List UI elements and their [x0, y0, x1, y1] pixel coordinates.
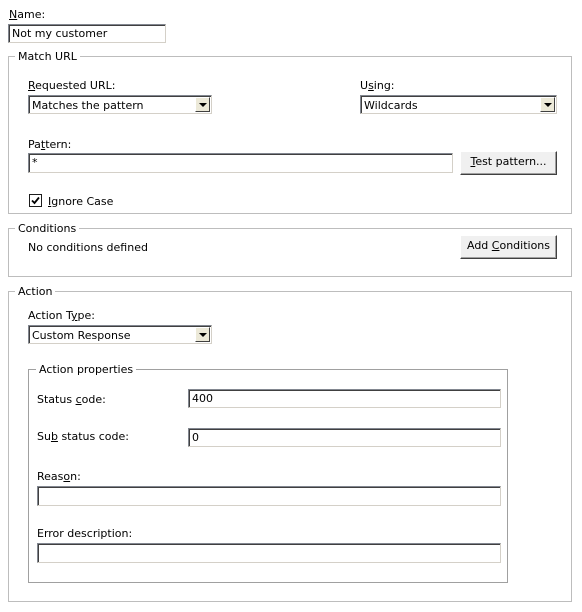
- using-value: Wildcards: [364, 99, 418, 112]
- action-properties-legend: Action properties: [36, 363, 136, 376]
- action-type-label: Action Type:: [28, 309, 95, 322]
- using-label: Using:: [360, 79, 395, 92]
- requested-url-value: Matches the pattern: [32, 99, 144, 112]
- test-pattern-button[interactable]: Test pattern...: [460, 151, 557, 175]
- name-label-rest: ame:: [17, 8, 46, 21]
- requested-url-label: Requested URL:: [28, 79, 116, 92]
- error-description-input[interactable]: [37, 543, 501, 563]
- no-conditions-text: No conditions defined: [28, 241, 148, 254]
- chevron-down-icon[interactable]: [195, 327, 210, 342]
- requested-url-select[interactable]: [28, 95, 212, 114]
- action-legend: Action: [15, 285, 55, 298]
- name-label: Name:: [9, 8, 46, 21]
- match-url-legend: Match URL: [15, 50, 80, 63]
- status-code-label: Status code:: [37, 393, 106, 406]
- chevron-down-icon[interactable]: [195, 97, 210, 112]
- add-conditions-button[interactable]: Add Conditions: [460, 235, 557, 259]
- reason-label: Reason:: [37, 470, 81, 483]
- sub-status-code-input[interactable]: 0: [188, 428, 501, 447]
- action-type-select[interactable]: [28, 325, 212, 344]
- chevron-down-icon[interactable]: [540, 97, 555, 112]
- checkmark-icon: [31, 196, 40, 205]
- sub-status-code-label: Sub status code:: [37, 430, 129, 443]
- pattern-input[interactable]: *: [28, 153, 453, 173]
- conditions-legend: Conditions: [15, 222, 79, 235]
- name-field[interactable]: Not my customer: [8, 24, 166, 43]
- using-select[interactable]: [360, 95, 557, 114]
- reason-input[interactable]: [37, 486, 501, 506]
- pattern-label: Pattern:: [28, 138, 72, 151]
- error-description-label: Error description:: [37, 527, 133, 540]
- action-type-value: Custom Response: [32, 329, 131, 342]
- status-code-input[interactable]: 400: [188, 389, 501, 408]
- ignore-case-label[interactable]: Ignore Case: [48, 195, 114, 208]
- ignore-case-checkbox[interactable]: [29, 194, 42, 207]
